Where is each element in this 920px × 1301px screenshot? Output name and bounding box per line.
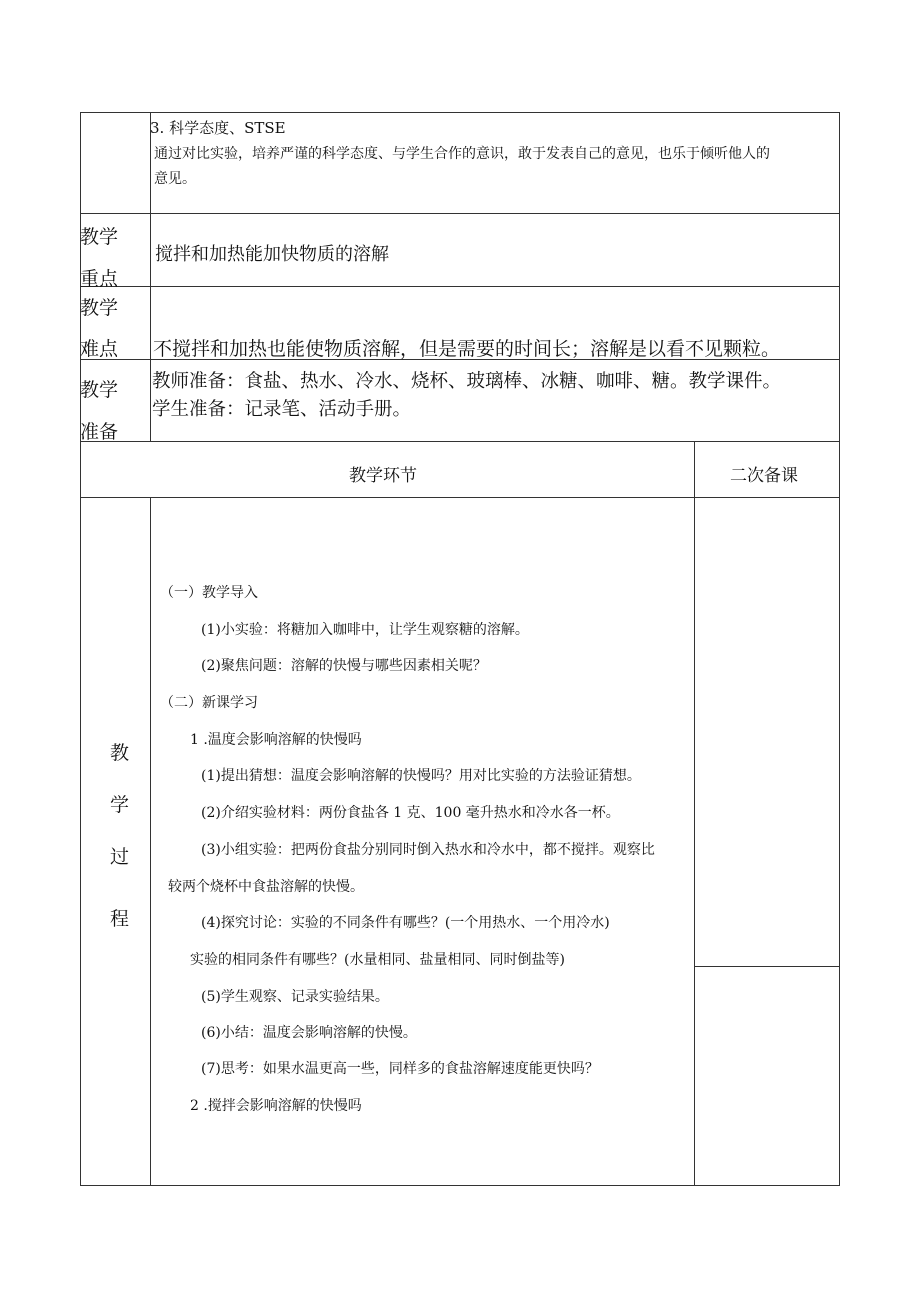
process-line: （一）教学导入 bbox=[160, 585, 258, 601]
objective-text-line: 意见。 bbox=[154, 171, 196, 187]
row-divider bbox=[80, 497, 840, 498]
process-line: （二）新课学习 bbox=[160, 695, 258, 711]
process-label-char: 过 bbox=[110, 846, 130, 868]
process-line: (7)思考：如果水温更高一些，同样多的食盐溶解速度能更快吗？ bbox=[201, 1061, 599, 1077]
student-preparation: 学生准备：记录笔、活动手册。 bbox=[152, 399, 412, 420]
process-line: (2)聚焦问题：溶解的快慢与哪些因素相关呢？ bbox=[201, 658, 487, 674]
lesson-plan-table bbox=[80, 112, 840, 1186]
process-line: (2)介绍实验材料：两份食盐各 1 克、100 毫升热水和冷水各一杯。 bbox=[201, 805, 620, 821]
process-line: (4)探究讨论：实验的不同条件有哪些？(一个用热水、一个用冷水) bbox=[201, 915, 610, 931]
key-points-content: 搅拌和加热能加快物质的溶解 bbox=[155, 244, 389, 265]
process-line: 2 .搅拌会影响溶解的快慢吗 bbox=[190, 1098, 362, 1114]
preparation-label: 教学 bbox=[80, 379, 119, 401]
key-points-label: 重点 bbox=[80, 268, 119, 290]
process-label-char: 程 bbox=[110, 908, 130, 930]
label-column-divider bbox=[150, 497, 151, 1186]
section-header: 教学环节 bbox=[349, 466, 417, 486]
row-divider bbox=[80, 213, 840, 214]
label-column-divider bbox=[150, 112, 151, 442]
process-line: 1 .温度会影响溶解的快慢吗 bbox=[190, 732, 362, 748]
teacher-preparation: 教师准备：食盐、热水、冷水、烧杯、玻璃棒、冰糖、咖啡、糖。教学课件。 bbox=[152, 371, 782, 392]
difficulties-label: 难点 bbox=[80, 338, 119, 360]
row-divider bbox=[80, 441, 840, 442]
preparation-label: 准备 bbox=[80, 421, 119, 443]
objective-text-line: 通过对比实验，培养严谨的科学态度、与学生合作的意识，敢于发表自己的意见，也乐于倾听他人的 bbox=[154, 146, 770, 162]
process-line: 较两个烧杯中食盐溶解的快慢。 bbox=[168, 879, 364, 895]
row-divider bbox=[80, 286, 840, 287]
process-line: (1)提出猜想：温度会影响溶解的快慢吗？用对比实验的方法验证猜想。 bbox=[201, 768, 641, 784]
process-line: (3)小组实验：把两份食盐分别同时倒入热水和冷水中，都不搅拌。观察比 bbox=[201, 842, 655, 858]
process-line: (6)小结：温度会影响溶解的快慢。 bbox=[201, 1025, 417, 1041]
process-label-char: 教 bbox=[110, 742, 130, 764]
difficulties-content: 不搅拌和加热也能使物质溶解，但是需要的时间长；溶解是以看不见颗粒。 bbox=[153, 338, 781, 360]
difficulties-label: 教学 bbox=[80, 297, 119, 319]
notes-header: 二次备课 bbox=[730, 466, 798, 486]
process-line: (1)小实验：将糖加入咖啡中，让学生观察糖的溶解。 bbox=[201, 622, 529, 638]
process-label-char: 学 bbox=[110, 794, 130, 816]
notes-divider bbox=[694, 966, 840, 967]
objective-heading: 3. 科学态度、STSE bbox=[150, 119, 286, 137]
process-line: (5)学生观察、记录实验结果。 bbox=[201, 989, 389, 1005]
process-line: 实验的相同条件有哪些？(水量相同、盐量相同、同时倒盐等) bbox=[190, 952, 565, 968]
key-points-label: 教学 bbox=[80, 226, 119, 248]
notes-column-divider bbox=[694, 441, 695, 1186]
